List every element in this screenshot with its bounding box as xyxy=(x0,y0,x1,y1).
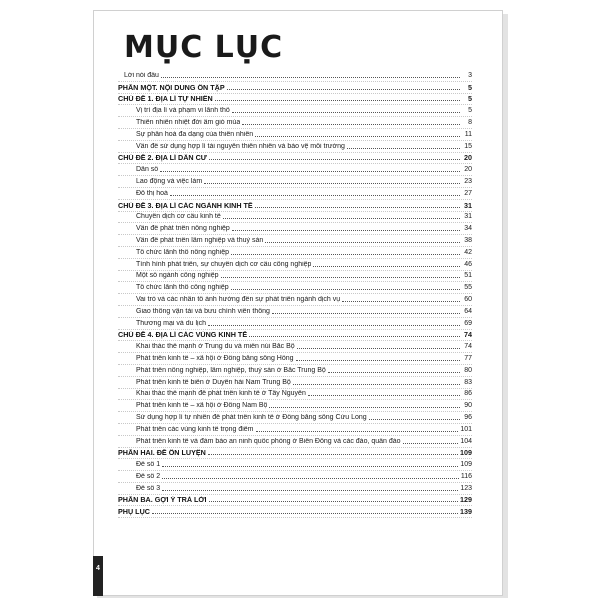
toc-entry-label: Tổ chức lãnh thổ nông nghiệp xyxy=(136,248,230,256)
toc-section-row xyxy=(118,495,472,507)
leader-dots xyxy=(162,477,459,479)
toc-entry-label: Một số ngành công nghiệp xyxy=(136,272,219,280)
toc-entry-page: 139 xyxy=(460,507,472,517)
toc-entry-label: Đô thị hoá xyxy=(136,189,168,197)
toc-entry-row xyxy=(118,483,472,495)
leader-dots xyxy=(231,253,460,255)
toc-entry-row xyxy=(118,176,472,188)
toc-entry-page: 5 xyxy=(468,82,472,92)
leader-dots xyxy=(162,489,458,491)
leader-dots xyxy=(209,158,460,160)
toc-entry-page: 46 xyxy=(464,260,472,268)
toc-entry-row xyxy=(118,389,472,401)
toc-entry-page: 42 xyxy=(464,248,472,256)
toc-entry-page: 27 xyxy=(464,189,472,197)
toc-entry-label: Phát triển kinh tế biển ở Duyên hải Nam Trung Bộ xyxy=(136,378,291,386)
toc-entry-label: Đề số 3 xyxy=(136,484,161,492)
leader-dots xyxy=(160,170,460,172)
leader-dots xyxy=(242,123,460,125)
toc-entry-label: Phát triển nông nghiệp, lâm nghiệp, thuỷ sản ở Bắc Trung Bộ xyxy=(136,366,326,374)
toc-entry-page: 86 xyxy=(464,390,472,398)
toc-entry-page: 64 xyxy=(464,307,472,315)
toc-entry-page: 31 xyxy=(464,213,472,221)
toc-entry-page: 101 xyxy=(460,425,472,433)
toc-entry-label: Vấn đề phát triển lâm nghiệp và thuỷ sản xyxy=(136,236,264,244)
leader-dots xyxy=(308,394,460,396)
toc-entry-row xyxy=(118,318,472,330)
leader-dots xyxy=(232,229,460,231)
toc-entry-page: 90 xyxy=(464,402,472,410)
leader-dots xyxy=(223,217,460,219)
toc-section-row xyxy=(118,153,472,165)
toc-entry-row xyxy=(118,212,472,224)
leader-dots xyxy=(170,194,460,196)
toc-entry-row xyxy=(118,188,472,200)
toc-entry-row xyxy=(118,306,472,318)
toc-entry-row xyxy=(118,294,472,306)
toc-entry-page: 31 xyxy=(464,200,472,210)
toc-entry-row xyxy=(118,105,472,117)
toc-entry-label: Phát triển kinh tế – xã hội ở Đồng bằng sông Hồng xyxy=(136,354,294,362)
toc-entry-page: 104 xyxy=(460,437,472,445)
toc-entry-label: Tổ chức lãnh thổ công nghiệp xyxy=(136,284,229,292)
toc-entry-row xyxy=(118,341,472,353)
leader-dots xyxy=(328,371,460,373)
toc-entry-row xyxy=(118,377,472,389)
toc-entry-label: CHỦ ĐỀ 1. ĐỊA LÍ TỰ NHIÊN xyxy=(118,95,213,104)
toc-entry-row xyxy=(118,235,472,247)
leader-dots xyxy=(297,347,460,349)
toc-section-row xyxy=(118,82,472,94)
toc-entry-row xyxy=(118,70,472,82)
toc-entry-label: PHẦN MỘT. NỘI DUNG ÔN TẬP xyxy=(118,83,225,92)
toc-entry-label: Vấn đề phát triển nông nghiệp xyxy=(136,225,230,233)
toc-entry-page: 109 xyxy=(460,461,472,469)
leader-dots xyxy=(249,335,460,337)
leader-dots xyxy=(209,500,458,502)
toc-entry-label: Phát triển các vùng kinh tế trọng điểm xyxy=(136,425,254,433)
toc-entry-label: Phát triển kinh tế – xã hội ở Đông Nam Bộ xyxy=(136,402,268,410)
leader-dots xyxy=(403,442,459,444)
toc-entry-label: Khai thác thế mạnh ở Trung du và miền núi Bắc Bộ xyxy=(136,343,295,351)
toc-entry-page: 51 xyxy=(464,272,472,280)
toc-section-row xyxy=(118,506,472,518)
leader-dots xyxy=(221,276,460,278)
leader-dots xyxy=(255,135,460,137)
toc-entry-label: Lao động và việc làm xyxy=(136,177,203,185)
toc-entry-row xyxy=(118,271,472,283)
leader-dots xyxy=(255,206,460,208)
leader-dots xyxy=(265,241,460,243)
toc-entry-page: 3 xyxy=(468,71,472,79)
toc-entry-page: 69 xyxy=(464,319,472,327)
toc-entry-row xyxy=(118,247,472,259)
toc-entry-label: PHẦN BA. GỢI Ý TRẢ LỜI xyxy=(118,496,207,505)
toc-entry-row xyxy=(118,282,472,294)
leader-dots xyxy=(162,465,458,467)
leader-dots xyxy=(272,312,460,314)
leader-dots xyxy=(232,111,460,113)
leader-dots xyxy=(313,265,460,267)
toc-entry-label: Vấn đề sử dụng hợp lí tài nguyên thiên nhiên và bảo vệ môi trường xyxy=(136,142,345,150)
leader-dots xyxy=(342,300,460,302)
leader-dots xyxy=(269,406,460,408)
toc-entry-label: Đề số 2 xyxy=(136,472,161,480)
toc-entry-row xyxy=(118,117,472,129)
leader-dots xyxy=(227,88,460,90)
toc-entry-row xyxy=(118,400,472,412)
toc-entry-label: Vai trò và các nhân tố ảnh hưởng đến sự phát triển ngành dịch vụ xyxy=(136,295,341,303)
toc-entry-page: 5 xyxy=(468,94,472,104)
toc-entry-label: Phát triển kinh tế và đảm bảo an ninh quốc phòng ở Biển Đông và các đảo, quần đảo xyxy=(136,437,401,445)
toc-entry-page: 15 xyxy=(464,142,472,150)
toc-entry-label: Sử dụng hợp lí tự nhiên để phát triển kinh tế ở Đồng bằng sông Cửu Long xyxy=(136,413,367,421)
toc-entry-page: 109 xyxy=(460,448,472,458)
toc-entry-label: Chuyển dịch cơ cấu kinh tế xyxy=(136,213,221,221)
toc-entry-row xyxy=(118,365,472,377)
toc-entry-page: 96 xyxy=(464,413,472,421)
toc-entry-page: 129 xyxy=(460,495,472,505)
toc-entry-page: 74 xyxy=(464,343,472,351)
toc-entry-label: PHỤ LỤC xyxy=(118,508,150,517)
leader-dots xyxy=(161,76,460,78)
toc-entry-page: 20 xyxy=(464,153,472,163)
toc-entry-row xyxy=(118,129,472,141)
toc-entry-page: 34 xyxy=(464,225,472,233)
toc-section-row xyxy=(118,94,472,106)
leader-dots xyxy=(152,512,458,514)
toc-entry-page: 83 xyxy=(464,378,472,386)
toc-entry-page: 5 xyxy=(468,107,472,115)
toc-entry-label: Dân số xyxy=(136,166,159,174)
toc-entry-page: 38 xyxy=(464,236,472,244)
toc-entry-row xyxy=(118,353,472,365)
toc-entry-label: CHỦ ĐỀ 4. ĐỊA LÍ CÁC VÙNG KINH TẾ xyxy=(118,331,248,340)
toc-section-row xyxy=(118,448,472,460)
toc-entry-label: Lời nói đầu xyxy=(124,71,159,79)
leader-dots xyxy=(215,99,460,101)
toc-entry-row xyxy=(118,259,472,271)
leader-dots xyxy=(256,430,459,432)
toc-entry-label: Thương mại và du lịch xyxy=(136,319,206,327)
toc-entry-row xyxy=(118,412,472,424)
toc-entry-page: 60 xyxy=(464,295,472,303)
toc-entry-label: CHỦ ĐỀ 3. ĐỊA LÍ CÁC NGÀNH KINH TẾ xyxy=(118,201,253,210)
leader-dots xyxy=(208,324,460,326)
toc-entry-page: 55 xyxy=(464,284,472,292)
page-number: 4 xyxy=(96,565,100,572)
toc-entry-label: Tình hình phát triển, sự chuyển dịch cơ cấu công nghiệp xyxy=(136,260,312,268)
page-title: MỤC LỤC xyxy=(124,30,284,65)
toc-section-row xyxy=(118,200,472,212)
toc-entry-page: 77 xyxy=(464,354,472,362)
toc-entry-row xyxy=(118,164,472,176)
toc-entry-page: 23 xyxy=(464,177,472,185)
toc-entry-row xyxy=(118,459,472,471)
toc-entry-row xyxy=(118,436,472,448)
toc-entry-label: Khai thác thế mạnh để phát triển kinh tế ở Tây Nguyên xyxy=(136,390,306,398)
toc-entry-page: 123 xyxy=(460,484,472,492)
toc-entry-label: Thiên nhiên nhiệt đới ẩm gió mùa xyxy=(136,118,241,126)
toc-entry-row xyxy=(118,223,472,235)
leader-dots xyxy=(347,147,460,149)
table-of-contents xyxy=(118,70,472,518)
toc-entry-label: Vị trí địa lí và phạm vi lãnh thổ xyxy=(136,107,230,115)
leader-dots xyxy=(296,359,460,361)
toc-entry-page: 74 xyxy=(464,330,472,340)
toc-entry-label: CHỦ ĐỀ 2. ĐỊA LÍ DÂN CƯ xyxy=(118,154,207,163)
leader-dots xyxy=(231,288,460,290)
toc-entry-page: 8 xyxy=(468,118,472,126)
toc-entry-row xyxy=(118,141,472,153)
toc-entry-label: Đề số 1 xyxy=(136,461,161,469)
toc-entry-page: 80 xyxy=(464,366,472,374)
leader-dots xyxy=(204,182,460,184)
toc-entry-page: 11 xyxy=(464,130,472,138)
leader-dots xyxy=(293,383,460,385)
toc-entry-row xyxy=(118,471,472,483)
page-number-tab xyxy=(93,556,103,596)
toc-entry-page: 116 xyxy=(460,472,472,480)
toc-section-row xyxy=(118,330,472,342)
toc-entry-page: 20 xyxy=(464,166,472,174)
leader-dots xyxy=(208,453,458,455)
toc-entry-label: Sự phân hoá đa dạng của thiên nhiên xyxy=(136,130,254,138)
leader-dots xyxy=(369,418,460,420)
toc-entry-label: PHẦN HAI. ĐỀ ÔN LUYỆN xyxy=(118,449,206,458)
toc-entry-label: Giao thông vận tải và bưu chính viễn thông xyxy=(136,307,270,315)
toc-entry-row xyxy=(118,424,472,436)
